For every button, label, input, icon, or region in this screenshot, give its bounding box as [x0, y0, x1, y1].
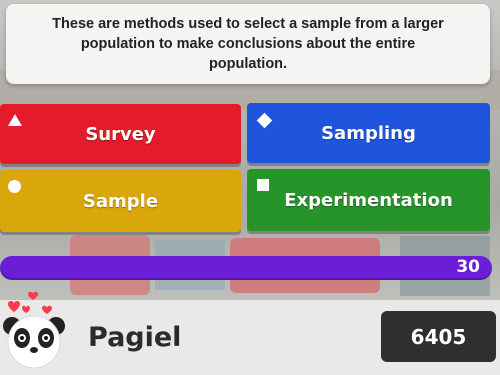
heart-icon — [42, 306, 52, 314]
score-box — [381, 311, 496, 362]
answer-label: Sampling — [321, 122, 416, 144]
heart-icon — [22, 306, 30, 313]
player-name: Pagiel — [88, 322, 182, 353]
question-card — [6, 4, 490, 84]
score-value: 6405 — [410, 324, 467, 349]
circle-icon — [8, 180, 21, 193]
answer-option-2[interactable] — [247, 103, 490, 163]
timer-value: 30 — [456, 257, 480, 277]
answer-option-3[interactable] — [0, 170, 241, 232]
panda-avatar — [0, 290, 70, 375]
answer-label: Experimentation — [284, 189, 453, 211]
diamond-icon — [257, 113, 273, 129]
answer-option-1[interactable] — [0, 104, 241, 164]
heart-icon — [8, 301, 20, 312]
answer-label: Survey — [85, 123, 156, 145]
square-icon — [257, 179, 269, 191]
heart-icon — [28, 292, 38, 300]
timer-bar — [0, 256, 492, 280]
triangle-icon — [8, 114, 22, 126]
answer-label: Sample — [82, 190, 159, 212]
question-text: These are methods used to select a sample from a larger population to make conclusions about the entire population. — [52, 16, 444, 72]
answer-option-4[interactable] — [247, 169, 490, 231]
